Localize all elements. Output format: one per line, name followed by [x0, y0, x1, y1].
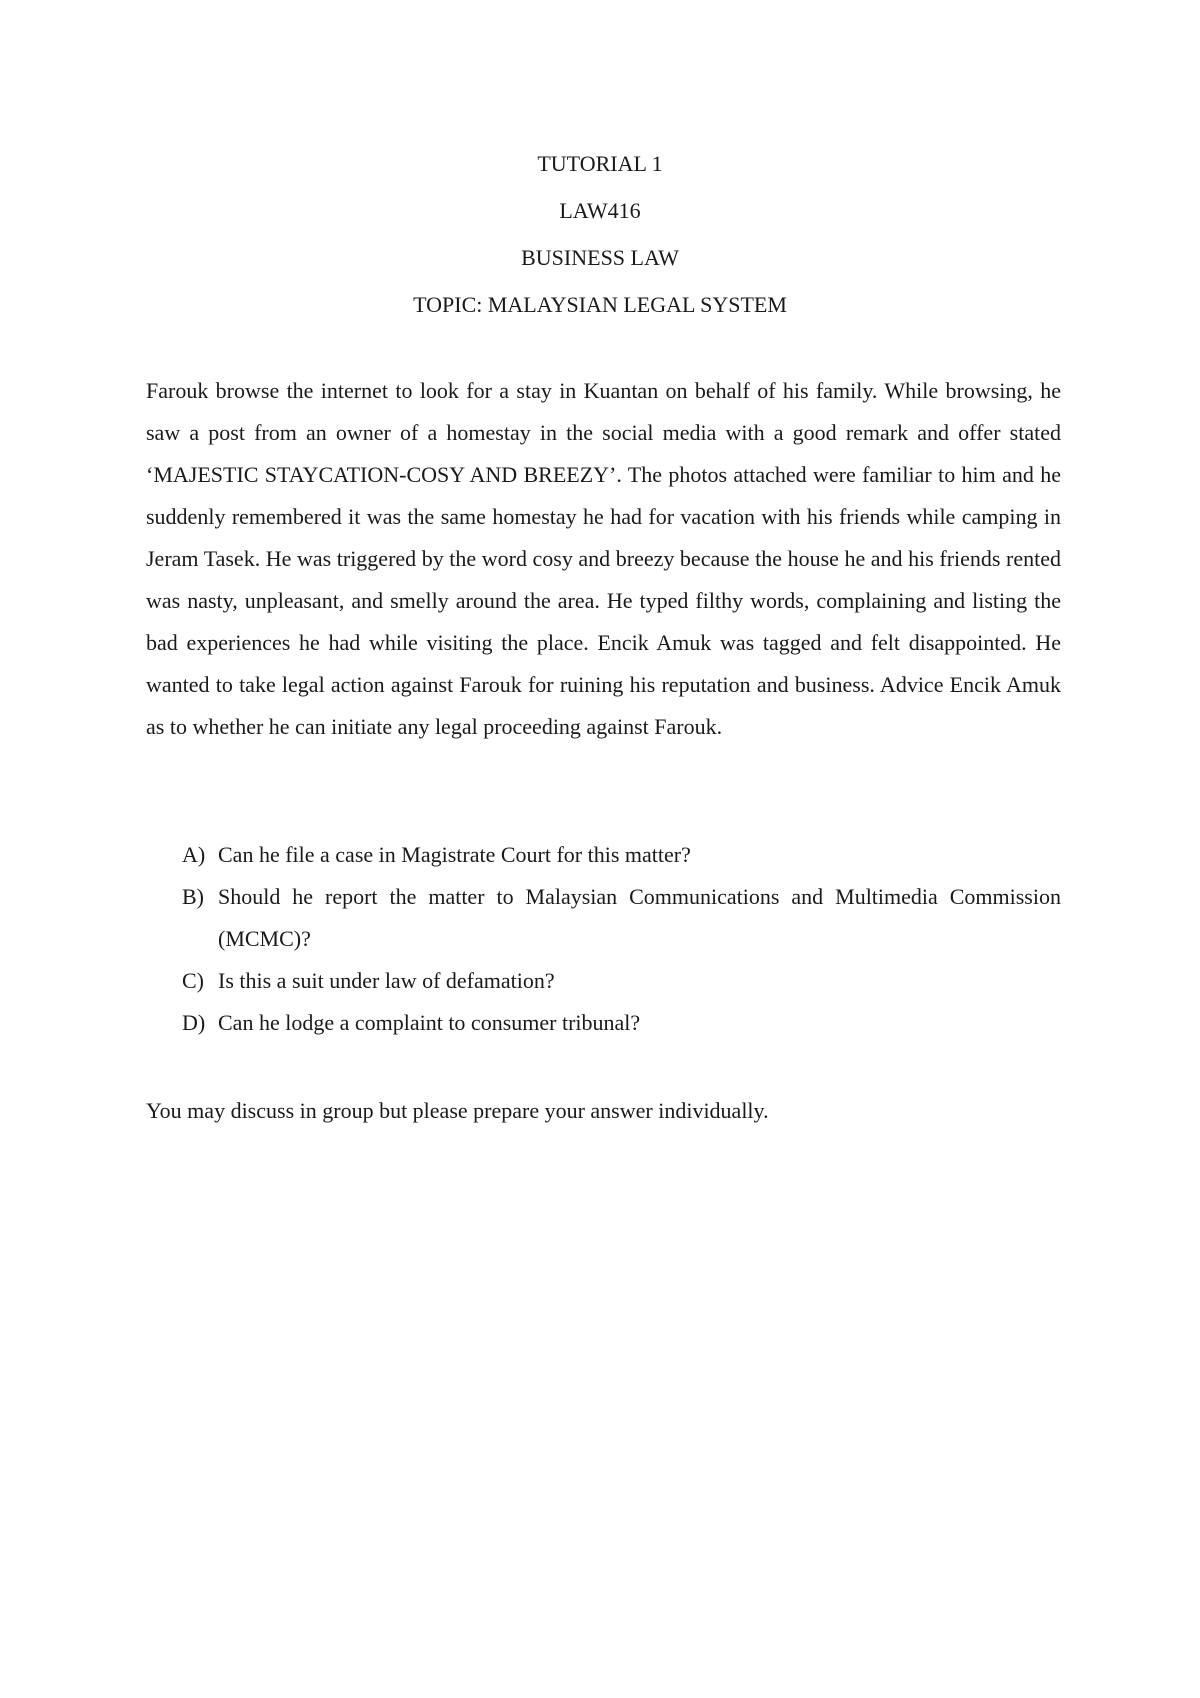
question-text: Is this a suit under law of defamation? [218, 968, 555, 993]
question-list [182, 834, 1061, 1044]
question-letter: A) [182, 842, 206, 867]
document-header [0, 140, 1200, 328]
question-letter: B) [182, 884, 204, 909]
instruction-note: You may discuss in group but please prepare your answer individually. [146, 1098, 769, 1123]
question-item [182, 834, 1061, 876]
case-scenario-paragraph: Farouk browse the internet to look for a stay in Kuantan on behalf of his family. While browsing, he saw a post from an owner of a homestay in the social media with a good remark and offer stated ‘MAJESTIC STAYCATION-COSY AND BREEZY’. The photos attached were familiar to him and he suddenly remembered it was the same homestay he had for vacation with his friends while camping in Jeram Tasek. He was triggered by the word cosy and breezy because the house he and his friends rented was nasty, unpleasant, and smelly around the area. He typed filthy words, complaining and listing the bad experiences he had while visiting the place. Encik Amuk was tagged and felt disappointed. He wanted to take legal action against Farouk for ruining his reputation and business. Advice Encik Amuk as to whether he can initiate any legal proceeding against Farouk. [146, 378, 1061, 739]
tutorial-title: TUTORIAL 1 [537, 151, 663, 176]
course-code: LAW416 [559, 198, 641, 223]
question-text: Can he lodge a complaint to consumer tribunal? [218, 1010, 641, 1035]
course-name: BUSINESS LAW [521, 245, 679, 270]
question-item [182, 1002, 1061, 1044]
question-text: Should he report the matter to Malaysian Communications and Multimedia Commission (MCMC)? [218, 884, 1061, 951]
topic-title: TOPIC: MALAYSIAN LEGAL SYSTEM [413, 292, 787, 317]
question-letter: D) [182, 1010, 206, 1035]
question-item [182, 960, 1061, 1002]
question-text: Can he file a case in Magistrate Court for this matter? [218, 842, 691, 867]
question-letter: C) [182, 968, 204, 993]
question-item [182, 876, 1061, 960]
